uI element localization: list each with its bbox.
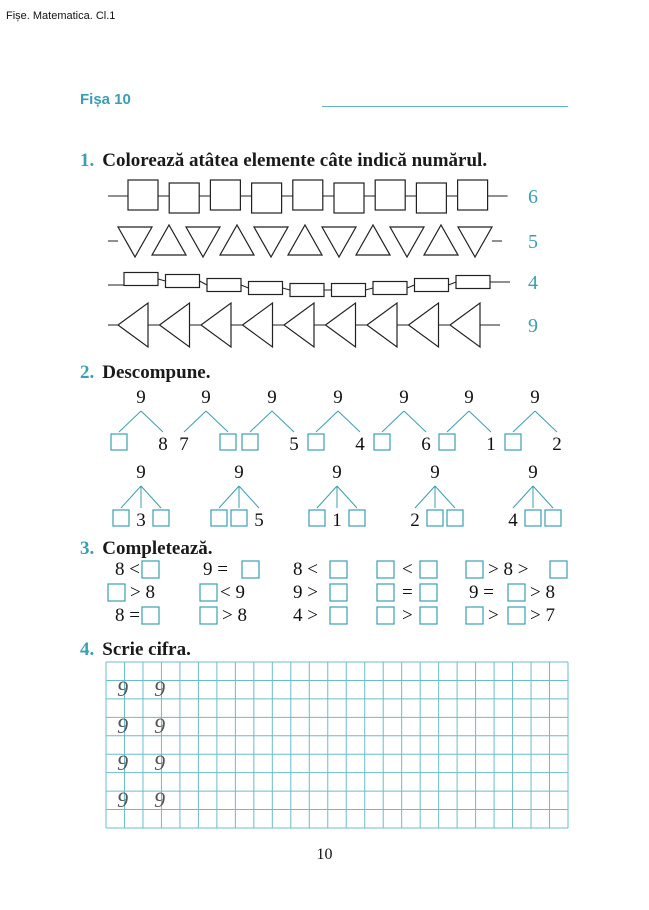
target-number: 5: [528, 231, 538, 253]
total-number: 9: [136, 387, 146, 408]
part-number: 4: [508, 510, 518, 531]
triangle-shape[interactable]: [458, 227, 492, 257]
chain-line: [241, 285, 249, 288]
answer-box[interactable]: [420, 584, 437, 601]
branch-line: [533, 486, 553, 508]
branch-line: [404, 411, 426, 432]
rectangle-shape[interactable]: [249, 282, 283, 295]
branch-line: [513, 486, 533, 508]
rectangle-shape[interactable]: [207, 279, 241, 292]
chain-line: [283, 288, 291, 290]
exercise-3-title: 3. Completează.: [80, 538, 213, 559]
chain-line: [366, 288, 374, 290]
model-digit: 9: [117, 713, 129, 739]
branch-line: [435, 486, 455, 508]
comparison-text: <: [402, 559, 413, 580]
answer-box[interactable]: [427, 510, 443, 526]
model-digit: 9: [154, 713, 166, 739]
answer-box[interactable]: [447, 510, 463, 526]
part-number: 5: [289, 434, 299, 455]
answer-box[interactable]: [420, 561, 437, 578]
triangle-shape[interactable]: [390, 227, 424, 257]
answer-box[interactable]: [330, 607, 347, 624]
comparison-text: > 7: [530, 605, 555, 626]
answer-box[interactable]: [113, 510, 129, 526]
rectangle-shape[interactable]: [166, 275, 200, 288]
square-shape[interactable]: [293, 180, 323, 210]
branch-line: [272, 411, 294, 432]
total-number: 9: [399, 387, 409, 408]
triangle-shape[interactable]: [152, 225, 186, 255]
comparison-text: 8 <: [293, 559, 318, 580]
part-number: 6: [421, 434, 431, 455]
square-shape[interactable]: [210, 180, 240, 210]
triangle-shape[interactable]: [322, 227, 356, 257]
branch-line: [184, 411, 206, 432]
branch-line: [447, 411, 469, 432]
square-shape[interactable]: [169, 183, 199, 213]
rectangle-shape[interactable]: [290, 284, 324, 297]
rectangle-shape[interactable]: [456, 276, 490, 289]
comparison-text: > 8: [222, 605, 247, 626]
part-number: 1: [332, 510, 342, 531]
chain-line: [158, 279, 166, 281]
square-shape[interactable]: [334, 183, 364, 213]
triangle-shape[interactable]: [186, 227, 220, 257]
branch-line: [250, 411, 272, 432]
comparison-text: 4 >: [293, 605, 318, 626]
branch-line: [317, 486, 337, 508]
square-shape[interactable]: [128, 180, 158, 210]
chain-line: [200, 281, 208, 285]
answer-box[interactable]: [377, 561, 394, 578]
answer-box[interactable]: [377, 584, 394, 601]
branch-line: [415, 486, 435, 508]
sheet-label: Fișa 10: [80, 91, 131, 108]
branch-line: [141, 411, 163, 432]
target-number: 9: [528, 315, 538, 337]
answer-box[interactable]: [211, 510, 227, 526]
branch-line: [337, 486, 357, 508]
answer-box[interactable]: [505, 434, 521, 450]
model-digit: 9: [154, 786, 166, 812]
model-digit: 9: [154, 749, 166, 775]
rectangle-shape[interactable]: [124, 273, 158, 286]
total-number: 9: [430, 462, 440, 483]
comparison-text: > 8 >: [488, 559, 529, 580]
part-number: 5: [254, 510, 264, 531]
comparison-text: >: [402, 605, 413, 626]
comparison-text: > 8: [530, 582, 555, 603]
comparison-text: 8 <: [115, 559, 140, 580]
comparison-text: 9 =: [203, 559, 228, 580]
triangle-shape[interactable]: [356, 225, 390, 255]
answer-box[interactable]: [466, 561, 483, 578]
answer-box[interactable]: [525, 510, 541, 526]
answer-box[interactable]: [545, 510, 561, 526]
branch-line: [469, 411, 491, 432]
target-number: 6: [528, 186, 538, 208]
branch-line: [239, 486, 259, 508]
answer-box[interactable]: [466, 607, 483, 624]
answer-box[interactable]: [508, 607, 525, 624]
rectangle-shape[interactable]: [332, 284, 366, 297]
answer-box[interactable]: [242, 561, 259, 578]
answer-box[interactable]: [308, 434, 324, 450]
answer-box[interactable]: [231, 510, 247, 526]
page-number: 10: [316, 846, 333, 863]
comparison-text: > 8: [130, 582, 155, 603]
answer-box[interactable]: [330, 561, 347, 578]
branch-line: [141, 486, 161, 508]
total-number: 9: [528, 462, 538, 483]
square-shape[interactable]: [252, 183, 282, 213]
chain-line: [449, 282, 457, 285]
square-shape[interactable]: [458, 180, 488, 210]
answer-box[interactable]: [309, 510, 325, 526]
comparison-text: < 9: [220, 582, 245, 603]
branch-line: [219, 486, 239, 508]
branch-line: [338, 411, 360, 432]
total-number: 9: [530, 387, 540, 408]
rectangle-shape[interactable]: [373, 282, 407, 295]
answer-box[interactable]: [330, 584, 347, 601]
answer-box[interactable]: [242, 434, 258, 450]
triangle-shape[interactable]: [284, 303, 314, 347]
branch-line: [206, 411, 228, 432]
branch-line: [316, 411, 338, 432]
branch-line: [119, 411, 141, 432]
answer-box[interactable]: [420, 607, 437, 624]
triangle-shape[interactable]: [220, 225, 254, 255]
total-number: 9: [234, 462, 244, 483]
square-shape[interactable]: [375, 180, 405, 210]
triangle-shape[interactable]: [243, 303, 273, 347]
part-number: 2: [552, 434, 562, 455]
answer-box[interactable]: [377, 607, 394, 624]
model-digit: 9: [154, 676, 166, 702]
part-number: 7: [179, 434, 189, 455]
total-number: 9: [333, 387, 343, 408]
answer-box[interactable]: [349, 510, 365, 526]
total-number: 9: [136, 462, 146, 483]
part-number: 1: [486, 434, 496, 455]
total-number: 9: [332, 462, 342, 483]
branch-line: [382, 411, 404, 432]
branch-line: [121, 486, 141, 508]
chain-line: [407, 285, 415, 288]
triangle-shape[interactable]: [254, 227, 288, 257]
square-shape[interactable]: [416, 183, 446, 213]
answer-box[interactable]: [508, 584, 525, 601]
part-number: 3: [136, 510, 146, 531]
triangle-shape[interactable]: [118, 227, 152, 257]
part-number: 4: [355, 434, 365, 455]
answer-box[interactable]: [142, 607, 159, 624]
triangle-shape[interactable]: [288, 225, 322, 255]
answer-box[interactable]: [200, 584, 217, 601]
triangle-shape[interactable]: [201, 303, 231, 347]
total-number: 9: [464, 387, 474, 408]
exercise-1-title: 1. Colorează atâtea elemente câte indică numărul.: [80, 150, 488, 171]
comparison-text: 9 >: [293, 582, 318, 603]
part-number: 2: [410, 510, 420, 531]
running-header: Fișe. Matematica. Cl.1: [6, 10, 116, 22]
comparison-text: 8 =: [115, 605, 140, 626]
answer-box[interactable]: [108, 584, 125, 601]
target-number: 4: [528, 272, 538, 294]
branch-line: [535, 411, 557, 432]
answer-box[interactable]: [550, 561, 567, 578]
answer-box[interactable]: [220, 434, 236, 450]
comparison-text: 9 =: [469, 582, 494, 603]
total-number: 9: [267, 387, 277, 408]
total-number: 9: [201, 387, 211, 408]
model-digit: 9: [117, 786, 129, 812]
comparison-text: =: [402, 582, 413, 603]
triangle-shape[interactable]: [424, 225, 458, 255]
model-digit: 9: [117, 749, 129, 775]
triangle-shape[interactable]: [160, 303, 190, 347]
answer-box[interactable]: [439, 434, 455, 450]
comparison-text: >: [488, 605, 499, 626]
triangle-shape[interactable]: [367, 303, 397, 347]
exercise-2-title: 2. Descompune.: [80, 362, 211, 383]
rectangle-shape[interactable]: [415, 279, 449, 292]
answer-box[interactable]: [111, 434, 127, 450]
triangle-shape[interactable]: [409, 303, 439, 347]
part-number: 8: [158, 434, 168, 455]
triangle-shape[interactable]: [118, 303, 148, 347]
exercise-4-title: 4. Scrie cifra.: [80, 639, 191, 660]
triangle-shape[interactable]: [326, 303, 356, 347]
answer-box[interactable]: [142, 561, 159, 578]
model-digit: 9: [117, 676, 129, 702]
answer-box[interactable]: [374, 434, 390, 450]
answer-box[interactable]: [200, 607, 217, 624]
answer-box[interactable]: [153, 510, 169, 526]
triangle-shape[interactable]: [450, 303, 480, 347]
branch-line: [513, 411, 535, 432]
